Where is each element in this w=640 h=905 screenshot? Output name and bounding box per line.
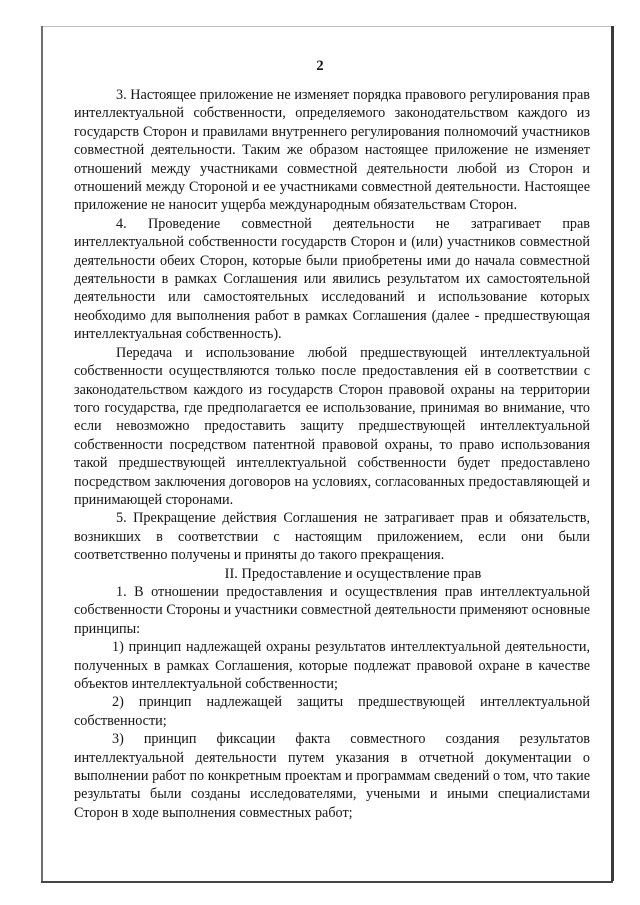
principle-item-2: 2) принцип надлежащей защиты предшествующей интеллектуальной собственности; bbox=[74, 694, 590, 729]
principle-item-1: 1) принцип надлежащей охраны результатов интеллектуальной деятельности, полученных в рамках Соглашения, которые подлежат правовой охране в качестве объектов интеллектуальной собственности; bbox=[74, 639, 590, 692]
paragraph-4: 4. Проведение совместной деятельности не затрагивает прав интеллектуальной собственности государств Сторон и (или) участников совместной деятельности обеих Сторон, которые были приобретены ими до начала совместной деятельности в рамках Соглашения или явились результатом их самостоятельной деятельности или самостоятельных исследований и использование которых необходимо для выполнения работ в рамках Соглашения (далее - предшествующая интеллектуальная собственность). bbox=[74, 215, 590, 343]
principle-item-3: 3) принцип фиксации факта совместного создания результатов интеллектуальной деятельности путем указания в отчетной документации о выполнении работ по конкретным проектам и программам сведений о том, что такие результаты были созданы исследователями, учеными и иными специалистами Сторон в ходе выполнения совместных работ; bbox=[74, 731, 590, 821]
section2-paragraph-1: 1. В отношении предоставления и осуществления прав интеллектуальной собственности Стороны и участники совместной деятельности применяют основные принципы: bbox=[74, 583, 590, 637]
scan-border-left bbox=[41, 26, 43, 881]
document-body bbox=[74, 86, 590, 822]
scan-border-right bbox=[611, 26, 614, 881]
section-heading: II. Предоставление и осуществление прав bbox=[224, 565, 482, 582]
page-number: 2 bbox=[316, 58, 324, 74]
scan-border-bottom bbox=[41, 881, 613, 883]
scan-border-top bbox=[41, 26, 613, 27]
paragraph-5: 5. Прекращение действия Соглашения не затрагивает прав и обязательств, возникших в соответствии с настоящим приложением, если они были соответственно получены и приняты до такого прекращения. bbox=[74, 510, 590, 564]
paragraph-3: 3. Настоящее приложение не изменяет порядка правового регулирования прав интеллектуальной собственности, определяемого законодательством каждого из государств Сторон и правилами внутреннего регулирования полномочий участников совместной деятельности. Таким же образом настоящее приложение не изменяет отношений между участниками совместной деятельности любой из Сторон и отношений между Стороной и ее участниками совместной деятельности. Настоящее приложение не наносит ущерба международным обязательствам Сторон. bbox=[74, 87, 590, 214]
paragraph-4-continuation: Передача и использование любой предшествующей интеллектуальной собственности осуществляются только после предоставления ей в соответствии с законодательством каждого из государств Сторон правовой охраны на территории того государства, где предполагается ее использование, принимая во внимание, что если невозможно предоставить защиту предшествующей интеллектуальной собственности посредством патентной правовой охраны, то право использования такой предшествующей интеллектуальной собственности будет предоставлено посредством заключения договоров на условиях, согласованных предоставляющей и принимающей сторонами. bbox=[74, 344, 590, 508]
